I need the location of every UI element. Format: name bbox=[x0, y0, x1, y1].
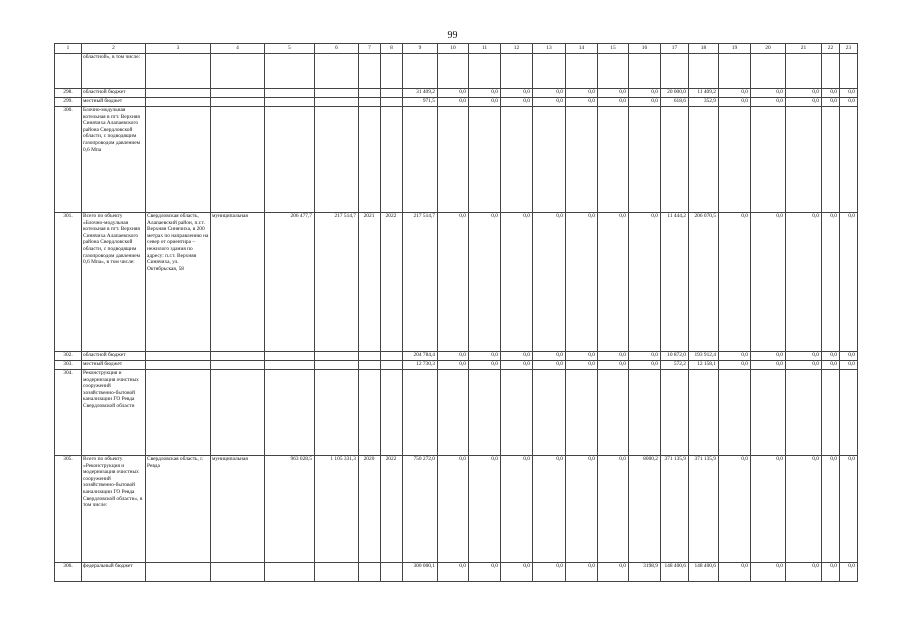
value-cell: 0,0 bbox=[566, 213, 598, 352]
value-cell bbox=[501, 370, 533, 456]
value-cell bbox=[265, 352, 315, 361]
value-cell: 0,0 bbox=[719, 213, 751, 352]
budget-table bbox=[54, 43, 858, 582]
value-cell bbox=[629, 54, 661, 89]
value-cell bbox=[265, 563, 315, 582]
value-cell: 0,0 bbox=[840, 98, 858, 107]
value-cell: 750 272,0 bbox=[403, 456, 438, 563]
value-cell: 572,2 bbox=[661, 361, 689, 370]
value-cell bbox=[501, 107, 533, 213]
value-cell: 0,0 bbox=[751, 563, 786, 582]
row-number-cell: 301. bbox=[55, 213, 82, 352]
value-cell bbox=[566, 107, 598, 213]
value-cell: 0,0 bbox=[438, 352, 469, 361]
row-number-cell: 303. bbox=[55, 361, 82, 370]
value-cell: 0,0 bbox=[751, 98, 786, 107]
value-cell: 0,0 bbox=[719, 361, 751, 370]
value-cell bbox=[315, 563, 359, 582]
year-cell bbox=[381, 352, 403, 361]
value-cell: 20 000,0 bbox=[661, 89, 689, 98]
column-header: 13 bbox=[533, 44, 566, 54]
value-cell bbox=[533, 54, 566, 89]
value-cell: 0,0 bbox=[629, 213, 661, 352]
table-row bbox=[55, 89, 858, 98]
value-cell: 0,0 bbox=[566, 563, 598, 582]
value-cell: 0,0 bbox=[751, 361, 786, 370]
value-cell: 0,0 bbox=[786, 89, 822, 98]
value-cell: 0,0 bbox=[598, 213, 629, 352]
value-cell bbox=[315, 98, 359, 107]
value-cell bbox=[438, 107, 469, 213]
year-cell bbox=[381, 89, 403, 98]
column-header: 17 bbox=[661, 44, 689, 54]
value-cell: 193 912,4 bbox=[689, 352, 719, 361]
value-cell bbox=[265, 107, 315, 213]
value-cell: 0,0 bbox=[719, 89, 751, 98]
name-cell: Блочно-модульная котельная в пгт. Верхняя Синячиха Алапаевского района Свердловской области, с подводящим газопроводом давлением 0,6 Мпа bbox=[82, 107, 146, 213]
value-cell: 0,0 bbox=[501, 213, 533, 352]
year-cell bbox=[359, 89, 381, 98]
value-cell: 3198,9 bbox=[629, 563, 661, 582]
value-cell: 206 477,7 bbox=[265, 213, 315, 352]
value-cell: 0,0 bbox=[840, 563, 858, 582]
value-cell: 0,0 bbox=[719, 563, 751, 582]
row-number-cell: 305. bbox=[55, 456, 82, 563]
column-header: 2 bbox=[82, 44, 146, 54]
value-cell bbox=[315, 370, 359, 456]
value-cell bbox=[598, 107, 629, 213]
value-cell: 0,0 bbox=[751, 89, 786, 98]
value-cell: 0,0 bbox=[598, 456, 629, 563]
value-cell bbox=[661, 54, 689, 89]
year-cell bbox=[359, 370, 381, 456]
value-cell bbox=[786, 54, 822, 89]
ownership-cell bbox=[211, 370, 265, 456]
value-cell bbox=[751, 107, 786, 213]
value-cell: 0,0 bbox=[438, 89, 469, 98]
row-number-cell: 298. bbox=[55, 89, 82, 98]
value-cell bbox=[719, 54, 751, 89]
value-cell: 0,0 bbox=[566, 361, 598, 370]
value-cell bbox=[661, 370, 689, 456]
year-cell bbox=[381, 54, 403, 89]
value-cell bbox=[786, 370, 822, 456]
value-cell: 971,5 bbox=[403, 98, 438, 107]
value-cell bbox=[689, 107, 719, 213]
value-cell: 0,0 bbox=[822, 89, 840, 98]
value-cell: 0,0 bbox=[533, 563, 566, 582]
value-cell: 0,0 bbox=[840, 352, 858, 361]
value-cell bbox=[661, 107, 689, 213]
year-cell: 2021 bbox=[359, 213, 381, 352]
address-cell bbox=[146, 54, 211, 89]
row-number-cell: 304. bbox=[55, 370, 82, 456]
value-cell: 31 409,2 bbox=[403, 89, 438, 98]
ownership-cell bbox=[211, 107, 265, 213]
table-row bbox=[55, 370, 858, 456]
value-cell bbox=[265, 98, 315, 107]
value-cell: 0,0 bbox=[438, 98, 469, 107]
value-cell: 0,0 bbox=[598, 352, 629, 361]
name-cell: Реконструкция и модернизация очистных сооружений хозяйственно-бытовой канализации ГО Ревда Свердловской области bbox=[82, 370, 146, 456]
year-cell bbox=[381, 563, 403, 582]
value-cell: 0,0 bbox=[501, 563, 533, 582]
table-row bbox=[55, 563, 858, 582]
value-cell: 0,0 bbox=[598, 361, 629, 370]
value-cell: 963 028,5 bbox=[265, 456, 315, 563]
column-header: 10 bbox=[438, 44, 469, 54]
value-cell: 0,0 bbox=[751, 352, 786, 361]
year-cell bbox=[359, 352, 381, 361]
row-number-cell: 300. bbox=[55, 107, 82, 213]
value-cell bbox=[315, 89, 359, 98]
value-cell: 0,0 bbox=[786, 456, 822, 563]
column-header: 3 bbox=[146, 44, 211, 54]
value-cell: 11 409,2 bbox=[689, 89, 719, 98]
value-cell bbox=[751, 370, 786, 456]
value-cell: 0,0 bbox=[501, 361, 533, 370]
value-cell bbox=[469, 54, 501, 89]
value-cell: 10 872,0 bbox=[661, 352, 689, 361]
ownership-cell: муниципальная bbox=[211, 456, 265, 563]
ownership-cell bbox=[211, 563, 265, 582]
value-cell bbox=[751, 54, 786, 89]
value-cell: 0,0 bbox=[566, 352, 598, 361]
value-cell bbox=[265, 54, 315, 89]
value-cell: 0,0 bbox=[438, 213, 469, 352]
value-cell: 352,9 bbox=[689, 98, 719, 107]
value-cell: 0,0 bbox=[501, 456, 533, 563]
value-cell bbox=[598, 54, 629, 89]
address-cell bbox=[146, 361, 211, 370]
ownership-cell bbox=[211, 98, 265, 107]
column-header: 11 bbox=[469, 44, 501, 54]
value-cell bbox=[265, 89, 315, 98]
value-cell: 206 070,5 bbox=[689, 213, 719, 352]
value-cell: 204 784,4 bbox=[403, 352, 438, 361]
row-number-cell bbox=[55, 54, 82, 89]
value-cell bbox=[840, 370, 858, 456]
value-cell bbox=[719, 370, 751, 456]
value-cell bbox=[501, 54, 533, 89]
address-cell: Свердловская область, Алапаевский район, п.г.т. Верхняя Синячиха, в 200 метрах по направлению на север от ориентира – нежилого здания по адресу: п.г.т. Верхняя Синячиха, ул. Октябрьская, 58 bbox=[146, 213, 211, 352]
value-cell: 371 135,9 bbox=[689, 456, 719, 563]
year-cell bbox=[381, 98, 403, 107]
value-cell bbox=[315, 54, 359, 89]
year-cell: 2022 bbox=[381, 213, 403, 352]
value-cell: 0,0 bbox=[533, 361, 566, 370]
value-cell: 0,0 bbox=[438, 456, 469, 563]
year-cell bbox=[359, 361, 381, 370]
value-cell bbox=[403, 54, 438, 89]
value-cell: 0,0 bbox=[751, 213, 786, 352]
value-cell bbox=[533, 107, 566, 213]
year-cell bbox=[359, 107, 381, 213]
value-cell bbox=[315, 361, 359, 370]
year-cell bbox=[359, 563, 381, 582]
value-cell: 8000,2 bbox=[629, 456, 661, 563]
value-cell: 148 400,6 bbox=[689, 563, 719, 582]
value-cell: 0,0 bbox=[469, 563, 501, 582]
column-header: 15 bbox=[598, 44, 629, 54]
value-cell: 0,0 bbox=[469, 361, 501, 370]
value-cell bbox=[786, 107, 822, 213]
value-cell: 371 135,9 bbox=[661, 456, 689, 563]
name-cell: федеральный бюджет bbox=[82, 563, 146, 582]
column-header: 8 bbox=[381, 44, 403, 54]
table-row bbox=[55, 98, 858, 107]
value-cell: 217 514,7 bbox=[315, 213, 359, 352]
column-header: 6 bbox=[315, 44, 359, 54]
year-cell bbox=[381, 370, 403, 456]
column-header: 19 bbox=[719, 44, 751, 54]
year-cell bbox=[381, 107, 403, 213]
column-header: 16 bbox=[629, 44, 661, 54]
year-cell bbox=[381, 361, 403, 370]
value-cell: 0,0 bbox=[438, 361, 469, 370]
value-cell bbox=[265, 370, 315, 456]
value-cell: 0,0 bbox=[840, 361, 858, 370]
value-cell bbox=[403, 107, 438, 213]
value-cell: 0,0 bbox=[786, 563, 822, 582]
value-cell: 1 105 331,3 bbox=[315, 456, 359, 563]
value-cell bbox=[403, 370, 438, 456]
value-cell: 0,0 bbox=[840, 456, 858, 563]
value-cell: 0,0 bbox=[598, 98, 629, 107]
ownership-cell bbox=[211, 54, 265, 89]
value-cell bbox=[566, 370, 598, 456]
address-cell bbox=[146, 563, 211, 582]
table-row bbox=[55, 107, 858, 213]
column-header: 14 bbox=[566, 44, 598, 54]
value-cell bbox=[822, 370, 840, 456]
name-cell: областной бюджет bbox=[82, 89, 146, 98]
value-cell: 0,0 bbox=[533, 98, 566, 107]
header-row bbox=[55, 44, 858, 54]
year-cell bbox=[359, 98, 381, 107]
value-cell bbox=[598, 370, 629, 456]
name-cell: Всего по объекту «Блочно-модульная котельная в пгт. Верхняя Синячиха Алапаевского района Свердловской области, с подводящим газопроводом давлением 0,6 Мпа», в том числе: bbox=[82, 213, 146, 352]
value-cell: 0,0 bbox=[822, 352, 840, 361]
column-header: 12 bbox=[501, 44, 533, 54]
value-cell bbox=[689, 54, 719, 89]
column-header: 7 bbox=[359, 44, 381, 54]
column-header: 1 bbox=[55, 44, 82, 54]
address-cell bbox=[146, 98, 211, 107]
value-cell: 0,0 bbox=[533, 89, 566, 98]
table-row bbox=[55, 456, 858, 563]
value-cell bbox=[822, 54, 840, 89]
column-header: 5 bbox=[265, 44, 315, 54]
address-cell bbox=[146, 89, 211, 98]
value-cell: 0,0 bbox=[533, 352, 566, 361]
value-cell: 0,0 bbox=[501, 352, 533, 361]
value-cell: 0,0 bbox=[786, 98, 822, 107]
value-cell: 0,0 bbox=[719, 456, 751, 563]
value-cell: 0,0 bbox=[629, 361, 661, 370]
ownership-cell bbox=[211, 89, 265, 98]
value-cell: 0,0 bbox=[822, 98, 840, 107]
value-cell: 0,0 bbox=[719, 352, 751, 361]
column-header: 23 bbox=[840, 44, 858, 54]
name-cell: местный бюджет bbox=[82, 98, 146, 107]
column-header: 22 bbox=[822, 44, 840, 54]
value-cell: 148 400,6 bbox=[661, 563, 689, 582]
value-cell bbox=[719, 107, 751, 213]
value-cell bbox=[438, 54, 469, 89]
name-cell: местный бюджет bbox=[82, 361, 146, 370]
value-cell: 0,0 bbox=[840, 89, 858, 98]
value-cell: 0,0 bbox=[501, 98, 533, 107]
value-cell: 0,0 bbox=[469, 352, 501, 361]
ownership-cell: муниципальная bbox=[211, 213, 265, 352]
value-cell: 0,0 bbox=[629, 89, 661, 98]
value-cell bbox=[629, 370, 661, 456]
value-cell: 0,0 bbox=[533, 456, 566, 563]
value-cell: 0,0 bbox=[598, 563, 629, 582]
column-header: 20 bbox=[751, 44, 786, 54]
table-row bbox=[55, 54, 858, 89]
ownership-cell bbox=[211, 352, 265, 361]
value-cell bbox=[566, 54, 598, 89]
value-cell bbox=[438, 370, 469, 456]
name-cell: областной», в том числе: bbox=[82, 54, 146, 89]
column-header: 18 bbox=[689, 44, 719, 54]
row-number-cell: 299. bbox=[55, 98, 82, 107]
value-cell bbox=[469, 370, 501, 456]
value-cell: 0,0 bbox=[822, 563, 840, 582]
value-cell: 0,0 bbox=[822, 213, 840, 352]
value-cell: 0,0 bbox=[566, 456, 598, 563]
value-cell bbox=[629, 107, 661, 213]
name-cell: областной бюджет bbox=[82, 352, 146, 361]
value-cell: 0,0 bbox=[629, 98, 661, 107]
table-row bbox=[55, 213, 858, 352]
value-cell: 217 514,7 bbox=[403, 213, 438, 352]
value-cell: 0,0 bbox=[719, 98, 751, 107]
address-cell bbox=[146, 107, 211, 213]
value-cell: 0,0 bbox=[786, 352, 822, 361]
value-cell: 0,0 bbox=[501, 89, 533, 98]
table-row bbox=[55, 352, 858, 361]
value-cell: 0,0 bbox=[751, 456, 786, 563]
value-cell: 11 444,2 bbox=[661, 213, 689, 352]
address-cell: Свердловская область, г. Ревда bbox=[146, 456, 211, 563]
value-cell: 0,0 bbox=[469, 89, 501, 98]
value-cell bbox=[315, 107, 359, 213]
value-cell: 0,0 bbox=[786, 361, 822, 370]
value-cell: 618,6 bbox=[661, 98, 689, 107]
value-cell: 0,0 bbox=[566, 89, 598, 98]
value-cell: 0,0 bbox=[598, 89, 629, 98]
value-cell: 0,0 bbox=[533, 213, 566, 352]
value-cell bbox=[840, 54, 858, 89]
value-cell: 0,0 bbox=[469, 98, 501, 107]
year-cell: 2020 bbox=[359, 456, 381, 563]
value-cell bbox=[469, 107, 501, 213]
address-cell bbox=[146, 352, 211, 361]
value-cell: 0,0 bbox=[438, 563, 469, 582]
value-cell bbox=[533, 370, 566, 456]
value-cell: 0,0 bbox=[566, 98, 598, 107]
column-header: 9 bbox=[403, 44, 438, 54]
address-cell bbox=[146, 370, 211, 456]
value-cell: 12 730,3 bbox=[403, 361, 438, 370]
value-cell: 0,0 bbox=[822, 456, 840, 563]
value-cell: 0,0 bbox=[629, 352, 661, 361]
value-cell bbox=[689, 370, 719, 456]
value-cell bbox=[822, 107, 840, 213]
page-number: 99 bbox=[447, 30, 458, 41]
row-number-cell: 302. bbox=[55, 352, 82, 361]
value-cell: 0,0 bbox=[469, 213, 501, 352]
column-header: 4 bbox=[211, 44, 265, 54]
year-cell bbox=[359, 54, 381, 89]
ownership-cell bbox=[211, 361, 265, 370]
value-cell: 0,0 bbox=[822, 361, 840, 370]
value-cell: 0,0 bbox=[786, 213, 822, 352]
year-cell: 2022 bbox=[381, 456, 403, 563]
value-cell bbox=[315, 352, 359, 361]
row-number-cell: 306. bbox=[55, 563, 82, 582]
value-cell: 300 000,1 bbox=[403, 563, 438, 582]
value-cell: 0,0 bbox=[840, 213, 858, 352]
name-cell: Всего по объекту «Реконструкция и модернизация очистных сооружений хозяйственно-бытовой канализации ГО Ревда Свердловской области», в том числе: bbox=[82, 456, 146, 563]
column-header: 21 bbox=[786, 44, 822, 54]
value-cell: 12 158,1 bbox=[689, 361, 719, 370]
value-cell bbox=[840, 107, 858, 213]
value-cell: 0,0 bbox=[469, 456, 501, 563]
value-cell bbox=[265, 361, 315, 370]
table-row bbox=[55, 361, 858, 370]
